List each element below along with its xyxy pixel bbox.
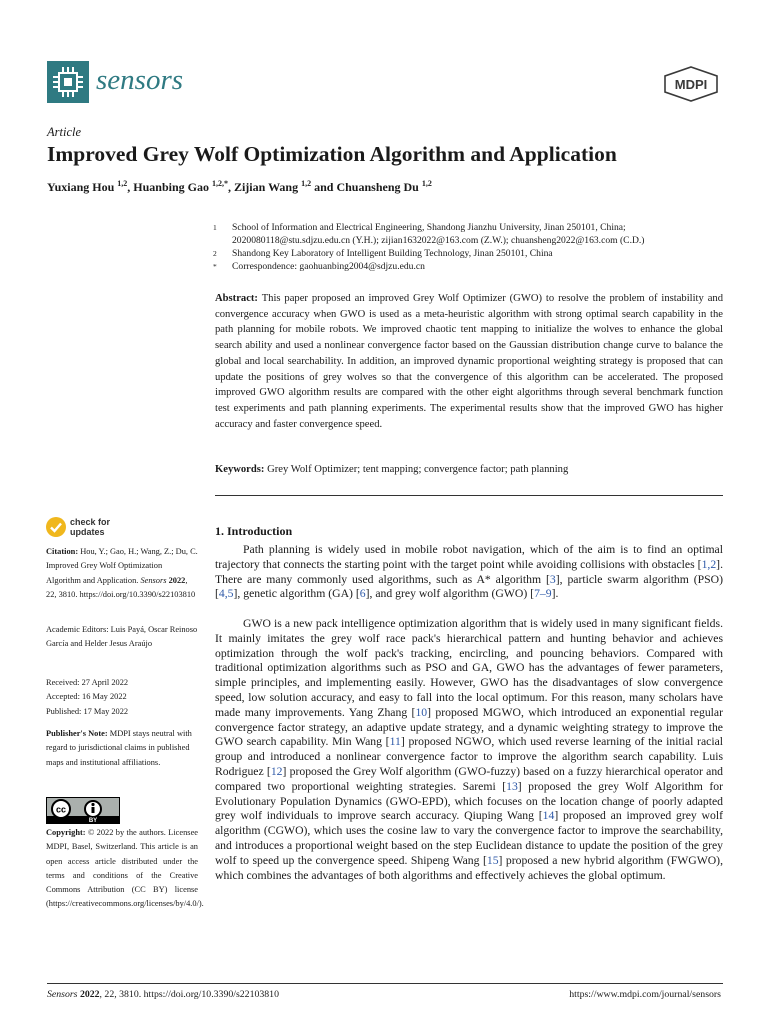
chip-icon — [47, 61, 89, 103]
reference-link[interactable]: 15 — [486, 853, 499, 867]
reference-link[interactable]: 12 — [270, 764, 283, 778]
reference-link[interactable]: 14 — [542, 809, 555, 823]
cc-by-label: BY — [88, 818, 98, 823]
author-list: Yuxiang Hou $^{1,2}$, Huanbing Gao $^{1,2,*}$, Zijian Wang $^{1,2}$ and Chuansheng Du $^{1,2}$ — [47, 179, 432, 194]
journal-name: sensors — [96, 64, 184, 96]
svg-text:cc: cc — [55, 804, 67, 815]
reference-link[interactable]: 3 — [549, 572, 556, 586]
accepted-date: Accepted: 16 May 2022 — [46, 692, 127, 701]
cc-license-badge[interactable] — [46, 797, 120, 824]
section-heading: 1. Introduction — [215, 524, 293, 538]
footer-citation: Sensors 2022, 22, 3810. https://doi.org/10.3390/s22103810 — [47, 989, 279, 1000]
journal-logo — [47, 61, 89, 103]
check-updates-icon[interactable] — [46, 517, 66, 537]
footer-journal-link[interactable]: https://www.mdpi.com/journal/sensors — [569, 989, 721, 1000]
page-title: Improved Grey Wolf Optimization Algorithm and Application — [47, 142, 617, 166]
publisher-logo — [663, 66, 719, 102]
author-name[interactable]: Chuansheng Du — [336, 180, 419, 194]
published-date: Published: 17 May 2022 — [46, 707, 129, 716]
reference-link[interactable]: 1,2 — [701, 557, 717, 571]
reference-link[interactable]: 4,5 — [218, 587, 234, 601]
reference-link[interactable]: 10 — [415, 705, 428, 719]
reference-link[interactable]: 7–9 — [534, 587, 552, 601]
publisher-note: Publisher's Note: MDPI stays neutral with regard to jurisdictional claims in published maps and institutional affiliations. — [46, 729, 192, 767]
author-name[interactable]: Zijian Wang — [233, 180, 299, 194]
article-type: Article — [47, 125, 82, 139]
paragraph-2: GWO is a new pack intelligence optimization algorithm that is widely used in many significant fields. It mainly imitates the grey wolf race pack's hierarchical pattern and hunting behavior and achieves optimization through the wolf pack's tracking, encircling, and pouncing behaviors. Compared with traditional optimization algorithms such as PSO and GA, GWO has the advantages of fewer parameters, simple principles, and implementing easily. However, GWO has the disadvantages of slow convergence speed, low solution accuracy, and easy to fall into the local optimum. For this reason, many scholars have made many improvements. Yang Zhang [10] proposed MGWO, which introduced an exponential regular convergence factor strategy, an adaptive update strategy, and a dynamic weighting strategy to improve the GWO search capability. Min Wang [11] proposed NGWO, which used reverse learning of the initial racial group and introduced a nonlinear convergence factor to improve the algorithm search capability. Luis Rodriguez [12] proposed the Grey Wolf algorithm (GWO-fuzzy) based on a fuzzy hierarchical operator and compared two proportional weighting strategies. Saremi [13] proposed the grey Wolf Algorithm for Evolutionary Population Dynamics (GWO-EPD), which focuses on the location change of poorly adapted grey wolf individuals to improve search accuracy. Qiuping Wang [14] proposed an improved grey wolf algorithm (CGWO), which uses the cosine law to vary the convergence factor to improve the searchability, and introduces a proportional weight based on the step Euclidean distance to update the position of the grey wolf to speed up the convergence speed. Shipeng Wang [15] proposed a new hybrid algorithm (FWGWO), which combines the advantages of both algorithms and effectively achieves the global optimum. — [215, 617, 724, 882]
publisher-name: MDPI — [674, 77, 708, 92]
reference-link[interactable]: 6 — [359, 587, 366, 601]
reference-link[interactable]: 11 — [389, 735, 401, 749]
author-name[interactable]: Huanbing Gao — [133, 180, 209, 194]
divider — [215, 495, 723, 496]
paragraph-1: Path planning is widely used in mobile robot navigation, which of the aim is to find an optimal trajectory that connects the starting point with the target point while avoiding collisions with obstacles [1,2]. There are many commonly used algorithms, such as A* algorithm [3], particle swarm algorithm (PSO) [4,5], genetic algorithm (GA) [6], and grey wolf algorithm (GWO) [7–9]. — [215, 543, 723, 601]
affiliation-2: 2 Shandong Key Laboratory of Intelligent Building Technology, Jinan 250101, China — [213, 248, 553, 259]
affiliation-1: 1 School of Information and Electrical Engineering, Shandong Jianzhu University, Jinan 250101, China; 2020080118@stu.sdjzu.edu.cn (Y.H.); zijian1632022@163.com (Z.W.); chuansheng2022@163.com (C.D.) — [213, 222, 645, 246]
copyright-notice: Copyright: © 2022 by the authors. Licensee MDPI, Basel, Switzerland. This article is an open access article distributed under the terms and conditions of the Creative Commons Attribution (CC BY) license (https://creativecommons.org/licenses/by/4.0/). — [46, 828, 204, 909]
citation: Citation: Hou, Y.; Gao, H.; Wang, Z.; Du, C. Improved Grey Wolf Optimization Algorithm and Application. Sensors 2022, 22, 3810. https://doi.org/10.3390/s22103810 — [46, 547, 198, 599]
keywords: Keywords: Grey Wolf Optimizer; tent mapping; convergence factor; path planning — [215, 464, 569, 475]
reference-link[interactable]: 13 — [506, 779, 518, 793]
check-updates-button[interactable]: check for updates — [70, 517, 111, 537]
received-date: Received: 27 April 2022 — [46, 678, 129, 687]
abstract: Abstract: This paper proposed an improved Grey Wolf Optimizer (GWO) to resolve the problem of instability and convergence accuracy when GWO is used as a meta-heuristic algorithm with strong optimal search capability in the path planning for mobile robots. We improved chaotic tent mapping to initialize the wolves to enhance the global search ability and used a nonlinear convergence factor based on the Gaussian distribution change curve to balance the global and local searchability. In addition, an improved dynamic proportional weighting strategy is proposed that can update the positions of grey wolves so that the convergence of this algorithm can be accelerated. The proposed improved GWO algorithm results are compared with the other eight algorithms through several benchmark function test experiments and path planning experiments. The experimental results show that the improved GWO has higher accuracy and faster convergence speed. — [215, 293, 723, 430]
cc-by-icon — [47, 798, 119, 823]
footer-divider — [47, 983, 723, 984]
academic-editors: Academic Editors: Luis Payá, Oscar Reinoso García and Helder Jesus Araújo — [46, 625, 198, 649]
correspondence: * Correspondence: gaohuanbing2004@sdjzu.edu.cn — [213, 261, 425, 272]
mdpi-logo-icon — [663, 66, 719, 102]
author-name[interactable]: Yuxiang Hou — [47, 180, 115, 194]
citation-doi-link[interactable]: https://doi.org/10.3390/s22103810 — [79, 589, 196, 599]
